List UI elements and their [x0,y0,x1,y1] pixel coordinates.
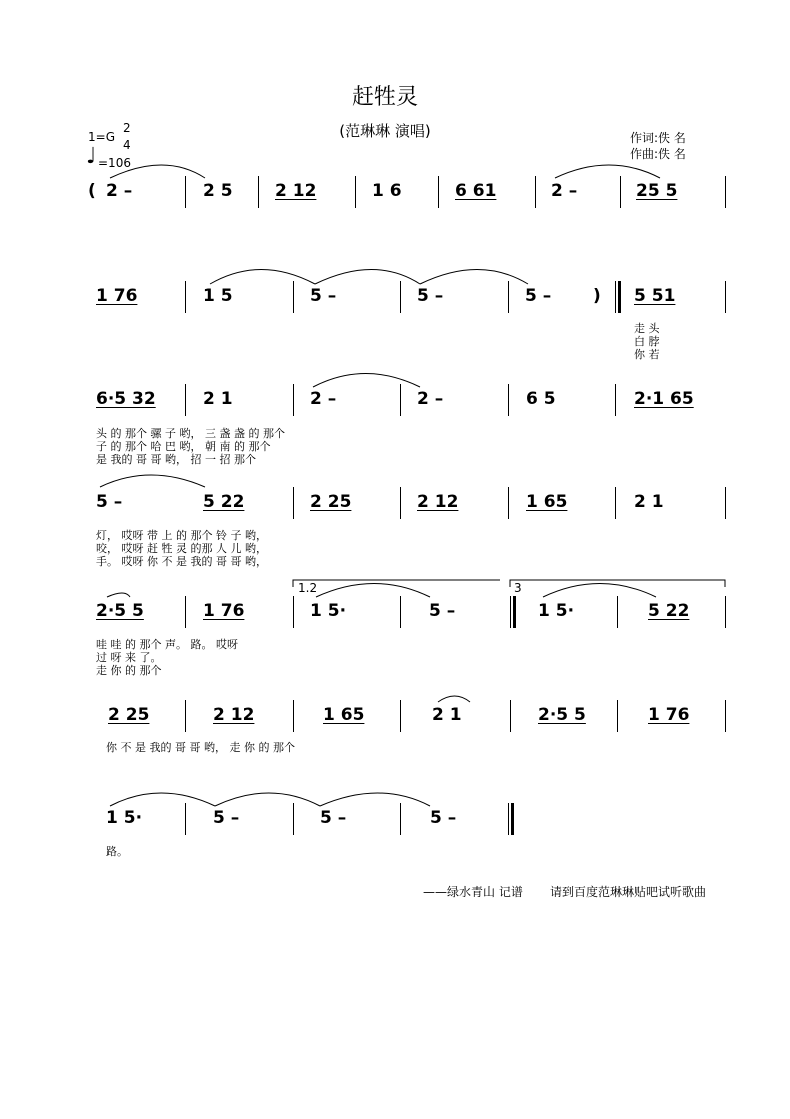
lyric-line: 走 你 的 那个 [96,664,162,677]
note-group: 5 – [96,492,123,512]
note-group: 1 5· [310,601,347,621]
volta-bracket-2 [510,580,725,587]
note-group: ) [593,286,601,306]
bar-line [293,596,294,628]
repeat-bar-line [510,596,511,628]
bar-line [293,487,294,519]
bar-line [510,700,511,732]
slur [543,584,656,598]
lyric-line: 你 不 是 我的 哥 哥 哟， 走 你 的 那个 [106,741,295,754]
lyric-line: 手。 哎呀 你 不 是 我的 哥 哥 哟， [96,555,267,568]
repeat-bar-line [513,596,516,628]
note-group: 1 5 [203,286,233,306]
slur [316,584,430,598]
note-group: 1 76 [648,705,690,725]
bar-line [725,700,726,732]
bar-line [293,700,294,732]
bar-line [185,384,186,416]
slur [110,793,215,806]
bar-line [615,487,616,519]
bar-line [400,803,401,835]
slur [107,593,130,597]
note-group: 25 5 [636,181,678,201]
note-group: 2 – [417,389,444,409]
repeat-bar-line [618,281,621,313]
note-group: 2 – [310,389,337,409]
lyric-line: 你 若 [634,348,660,361]
note-group: 1 6 [372,181,402,201]
note-group: 2 12 [213,705,255,725]
note-group: 1 76 [96,286,138,306]
bar-line [400,596,401,628]
note-group: 2·5 5 [538,705,586,725]
bar-line [617,596,618,628]
bar-line [535,176,536,208]
quarter-note-icon: ♩ [86,144,97,169]
note-group: 2 – [551,181,578,201]
slur [210,270,315,285]
note-group: ( [88,181,96,201]
note-group: 2 1 [432,705,462,725]
bar-line [185,700,186,732]
bar-line [185,176,186,208]
bar-line [293,803,294,835]
note-group: 2 12 [275,181,317,201]
bar-line [617,700,618,732]
note-group: 1 65 [323,705,365,725]
lyric-line: 咬， 哎呀 赶 牲 灵 的那 人 儿 哟， [96,542,267,555]
note-group: 2 1 [634,492,664,512]
note-group: 5 – [320,808,347,828]
lyric-line: 哇 哇 的 那个 声。 路。 哎呀 [96,638,238,651]
bar-line [258,176,259,208]
bar-line [400,700,401,732]
note-group: 2·1 65 [634,389,694,409]
volta-label-1: 1.2 [298,581,318,595]
lyric-line: 路。 [106,845,128,858]
note-group: 5 22 [648,601,690,621]
song-title: 赶牲灵 [351,85,418,110]
bar-line [615,384,616,416]
note-group: 1 65 [526,492,568,512]
performer-line: (范琳琳 演唱) [339,122,431,140]
note-group: 5 – [310,286,337,306]
tempo-marking: =106 [98,156,131,170]
note-group: 1 76 [203,601,245,621]
note-group: 2 12 [417,492,459,512]
volta-label-2: 3 [514,581,522,595]
note-group: 2 25 [310,492,352,512]
composer-credit: 作曲:佚 名 [630,147,686,161]
note-group: 2 25 [108,705,150,725]
note-group: 2·5 5 [96,601,144,621]
bar-line [508,384,509,416]
slur [438,696,470,702]
bar-line [355,176,356,208]
note-group: 5 – [525,286,552,306]
bar-line [400,281,401,313]
bar-line [725,281,726,313]
note-group: 6 5 [526,389,556,409]
lyric-line: 是 我的 哥 哥 哟， 招 一 招 那个 [96,453,256,466]
note-group: 5 – [417,286,444,306]
recorder-credit: ——绿水青山 记谱 [423,885,523,899]
lyric-line: 头 的 那个 骡 子 哟， 三 盏 盏 的 那个 [96,427,285,440]
bar-line [508,487,509,519]
slur [420,270,528,285]
bar-line [725,487,726,519]
bar-line [185,596,186,628]
bar-line [185,803,186,835]
note-group: 2 – [106,181,133,201]
bar-line [400,487,401,519]
time-signature-top: 2 [123,121,131,135]
listen-note: 请到百度范琳琳贴吧试听歌曲 [550,885,707,899]
final-bar-line [511,803,514,835]
note-group: 5 51 [634,286,676,306]
note-group: 6·5 32 [96,389,156,409]
note-group: 2 5 [203,181,233,201]
lyric-line: 走 头 [634,322,660,335]
slur [555,165,660,178]
bar-line [508,281,509,313]
lyric-line: 子 的 那个 哈 巴 哟， 朝 南 的 那个 [96,440,271,453]
note-group: 1 5· [106,808,143,828]
note-group: 6 61 [455,181,497,201]
final-bar-line [508,803,509,835]
bar-line [400,384,401,416]
slur [315,270,420,285]
note-group: 5 – [430,808,457,828]
bar-line [293,384,294,416]
bar-line [438,176,439,208]
volta-bracket-1 [293,580,500,587]
bar-line [725,596,726,628]
slur [320,793,430,806]
bar-line [620,176,621,208]
slur [215,793,320,806]
time-signature-bottom: 4 [123,138,131,152]
bar-line [185,281,186,313]
key-signature: 1=G [88,130,115,144]
lyric-line: 灯， 哎呀 带 上 的 那个 铃 子 哟， [96,529,267,542]
bar-line [725,176,726,208]
lyric-line: 过 呀 来 了。 [96,651,162,664]
slur [313,374,420,388]
repeat-bar-line [615,281,616,313]
note-group: 2 1 [203,389,233,409]
note-group: 5 – [429,601,456,621]
lyric-line: 白 脖 [634,335,660,348]
slur [100,475,205,487]
note-group: 5 – [213,808,240,828]
lyricist-credit: 作词:佚 名 [630,131,686,145]
note-group: 5 22 [203,492,245,512]
note-group: 1 5· [538,601,575,621]
bar-line [293,281,294,313]
